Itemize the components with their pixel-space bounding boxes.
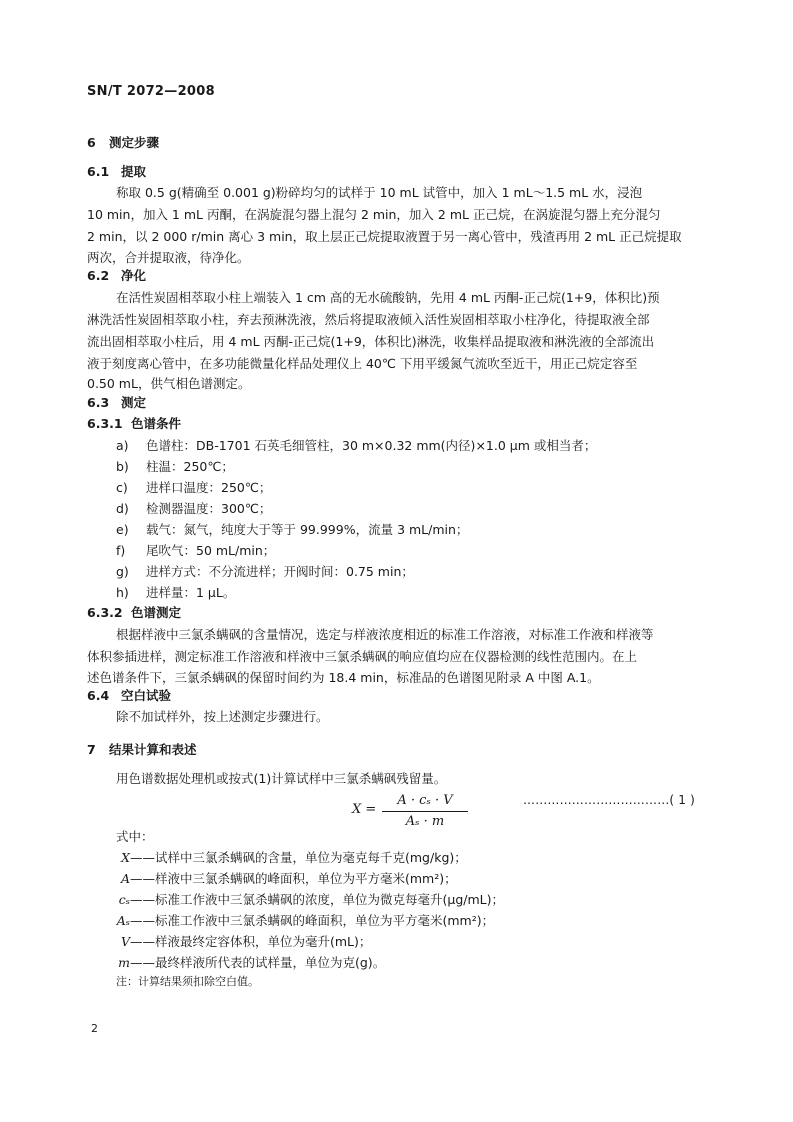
definition-row: X——试样中三氯杀螨砜的含量，单位为毫克每千克(mg/kg)；: [121, 850, 467, 865]
paragraph-line: 两次，合并提取液，待净化。: [87, 250, 250, 265]
formula-number-label: ( 1 ): [669, 793, 696, 807]
heading-7: 7 结果计算和表述: [87, 742, 197, 757]
heading-6-3: 6.3 测定: [87, 395, 147, 410]
paragraph-line: 除不加试样外，按上述测定步骤进行。: [116, 709, 329, 724]
definition-row: A——样液中三氯杀螨砜的峰面积，单位为平方毫米(mm²)；: [120, 871, 457, 886]
paragraph-line: 2 min，以 2 000 r/min 离心 3 min，取上层正己烷提取液置于另一离心管中，残渣再用 2 mL 正己烷提取: [87, 229, 682, 244]
paragraph-line: 述色谱条件下，三氯杀螨砜的保留时间约为 18.4 min，标准品的色谱图见附录 A 中图 A.1。: [87, 670, 600, 685]
list-item: h) 进样量：1 μL。: [116, 585, 236, 600]
list-item: d) 检测器温度：300℃；: [116, 501, 272, 516]
paragraph-line: 流出固相萃取小柱后，用 4 mL 丙酮-正己烷(1+9，体积比)淋洗，收集样品提取液和淋洗液的全部流出: [87, 334, 655, 349]
paragraph-line: 用色谱数据处理机或按式(1)计算试样中三氯杀螨砜残留量。: [116, 771, 447, 786]
list-item: b) 柱温：250℃；: [116, 459, 234, 474]
standard-number: SN/T 2072—2008: [87, 84, 215, 99]
where-label: 式中：: [116, 829, 154, 844]
definition-row: m——最终样液所代表的试样量，单位为克(g)。: [118, 955, 386, 970]
definition-row: cₛ——标准工作液中三氯杀螨砜的浓度，单位为微克每毫升(μg/mL)；: [118, 892, 504, 907]
heading-6-1: 6.1 提取: [87, 164, 147, 179]
list-item: c) 进样口温度：250℃；: [116, 480, 272, 495]
heading-6-2: 6.2 净化: [87, 268, 147, 283]
list-item: g) 进样方式：不分流进样；开阀时间：0.75 min；: [116, 564, 414, 579]
list-item: f) 尾吹气：50 mL/min；: [116, 543, 276, 558]
paragraph-line: 根据样液中三氯杀螨砜的含量情况，选定与样液浓度相近的标准工作溶液，对标准工作液和样液等: [116, 627, 654, 642]
heading-6: 6 测定步骤: [87, 135, 160, 150]
formula-fraction: [382, 792, 468, 831]
heading-6-4: 6.4 空白试验: [87, 688, 172, 703]
paragraph-line: 0.50 mL，供气相色谱测定。: [87, 376, 251, 391]
heading-6-3-2: 6.3.2 色谱测定: [87, 605, 182, 620]
list-item: e) 载气：氮气，纯度大于等于 99.999%，流量 3 mL/min；: [116, 522, 469, 537]
formula-denominator: Aₛ · m: [405, 814, 445, 829]
paragraph-line: 淋洗活性炭固相萃取小柱，弃去预淋洗液，然后将提取液倾入活性炭固相萃取小柱净化，待提取液全部: [87, 312, 650, 327]
heading-6-3-1: 6.3.1 色谱条件: [87, 416, 182, 431]
note: 注：计算结果须扣除空白值。: [116, 975, 259, 988]
list-item: a) 色谱柱：DB-1701 石英毛细管柱，30 m×0.32 mm(内径)×1.0 μm 或相当者；: [116, 438, 597, 453]
paragraph-line: 10 min，加入 1 mL 丙酮，在涡旋混匀器上混匀 2 min，加入 2 mL 正己烷，在涡旋混匀器上充分混匀: [87, 207, 661, 222]
page-number: 2: [91, 1022, 98, 1035]
definition-row: Aₛ——标准工作液中三氯杀螨砜的峰面积，单位为平方毫米(mm²)；: [116, 913, 495, 928]
fraction-bar: [382, 811, 468, 812]
paragraph-line: 液于刻度离心管中，在多功能微量化样品处理仪上 40℃ 下用平缓氮气流吹至近干，用正己烷定容至: [87, 356, 638, 371]
formula-numerator: A · cₛ · V: [397, 793, 453, 808]
formula-number: [523, 793, 695, 807]
paragraph-line: 称取 0.5 g(精确至 0.001 g)粉碎均匀的试样于 10 mL 试管中，加入 1 mL～1.5 mL 水，浸泡: [116, 185, 643, 200]
paragraph-line: 在活性炭固相萃取小柱上端装入 1 cm 高的无水硫酸钠，先用 4 mL 丙酮-正己烷(1+9，体积比)预: [116, 290, 660, 305]
paragraph-line: 体积参插进样，测定标准工作溶液和样液中三氯杀螨砜的响应值均应在仪器检测的线性范围内。在上: [87, 649, 638, 664]
formula-lhs: X =: [352, 802, 377, 817]
formula-leader-dots: ………………………………: [523, 793, 670, 807]
definition-row: V——样液最终定容体积，单位为毫升(mL)；: [120, 934, 372, 949]
